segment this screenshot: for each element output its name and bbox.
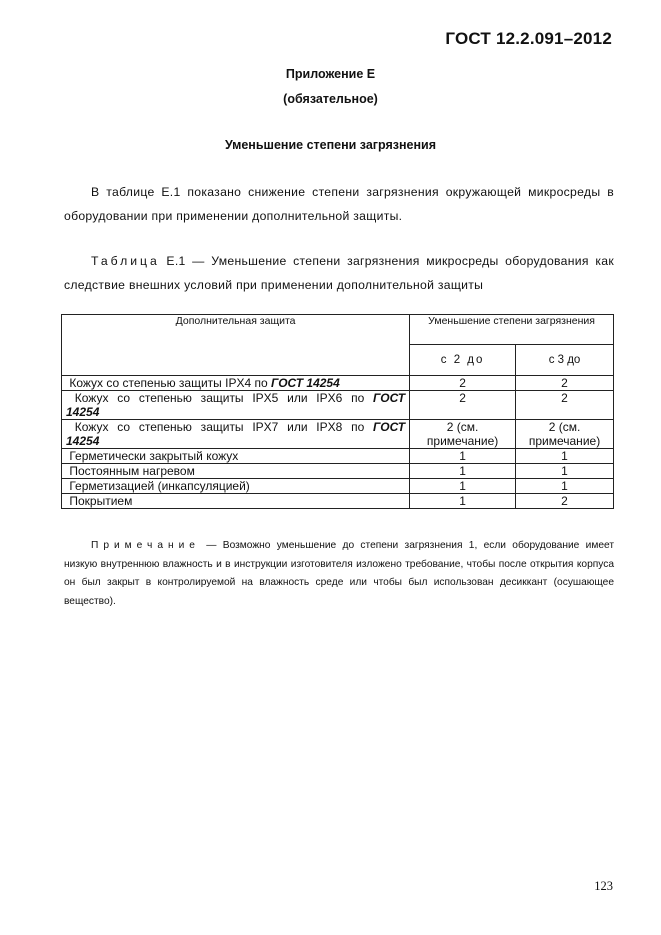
sub-header-from-3: с 3 до: [516, 345, 614, 376]
protection-cell: Постоянным нагревом: [62, 464, 410, 479]
table-row: [62, 449, 614, 464]
table-row: [62, 464, 614, 479]
table-caption-text: Е.1 — Уменьшение степени загрязнения микросреды оборудования как следствие внешних условий при применении дополнительной защиты: [64, 254, 614, 292]
value-from-3: 1: [516, 449, 614, 464]
value-from-2: 2 (см. примечание): [410, 420, 516, 449]
table-row: [62, 376, 614, 391]
protection-cell: Кожух со степенью защиты IPX4 по ГОСТ 14254: [62, 376, 410, 391]
document-standard-number: ГОСТ 12.2.091–2012: [445, 29, 612, 48]
appendix-heading: Уменьшение степени загрязнения: [224, 138, 437, 152]
note-text: — Возможно уменьшение до степени загрязнения 1, если оборудование имеет низкую внутреннюю влажность и в инструкции изготовителя изложено требование, чтобы после открытия корпуса он был закрыт в контролируемой на влажность среде или чтобы был использован десиккант (осушающее вещество).: [64, 540, 614, 607]
protection-cell: Герметизацией (инкапсуляцией): [62, 479, 410, 494]
table-row: [62, 391, 614, 420]
intro-text: В таблице Е.1 показано снижение степени загрязнения окружающей микросреды в оборудовании при применении дополнительной защиты.: [64, 185, 614, 223]
protection-cell: Кожух со степенью защиты IPX7 или IPX8 по ГОСТ 14254: [62, 420, 410, 449]
table-row: [62, 494, 614, 509]
value-from-3: 1: [516, 479, 614, 494]
value-from-3: 2: [516, 391, 614, 420]
sub-header-from-2: с 2 до: [410, 345, 516, 376]
page-number: 123: [594, 879, 613, 893]
appendix-title: Приложение Е: [285, 67, 376, 81]
value-from-2: 1: [410, 494, 516, 509]
standard-ref: ГОСТ 14254: [66, 420, 406, 448]
note-label: Примечание: [91, 540, 200, 551]
value-from-2: 2: [410, 391, 516, 420]
table-body: [62, 376, 614, 509]
protection-cell: Покрытием: [62, 494, 410, 509]
value-from-3: 1: [516, 464, 614, 479]
value-from-2: 2: [410, 376, 516, 391]
standard-ref: ГОСТ 14254: [66, 391, 406, 419]
standard-ref: ГОСТ 14254: [271, 376, 340, 390]
value-from-2: 1: [410, 449, 516, 464]
intro-paragraph: [64, 180, 614, 228]
table-caption-label: Таблица: [91, 254, 160, 268]
table-note: [64, 537, 614, 611]
protection-cell: Герметически закрытый кожух: [62, 449, 410, 464]
col-header-reduction: Уменьшение степени загрязнения: [410, 315, 614, 345]
appendix-type: (обязательное): [283, 92, 378, 106]
protection-cell: Кожух со степенью защиты IPX5 или IPX6 по ГОСТ 14254: [62, 391, 410, 420]
value-from-3: 2 (см. примечание): [516, 420, 614, 449]
pollution-reduction-table: [61, 314, 614, 509]
value-from-3: 2: [516, 494, 614, 509]
value-from-2: 1: [410, 479, 516, 494]
value-from-2: 1: [410, 464, 516, 479]
value-from-3: 2: [516, 376, 614, 391]
col-header-protection: Дополнительная защита: [62, 315, 410, 376]
table-row: [62, 420, 614, 449]
table-caption: [64, 249, 614, 297]
table-row: [62, 479, 614, 494]
